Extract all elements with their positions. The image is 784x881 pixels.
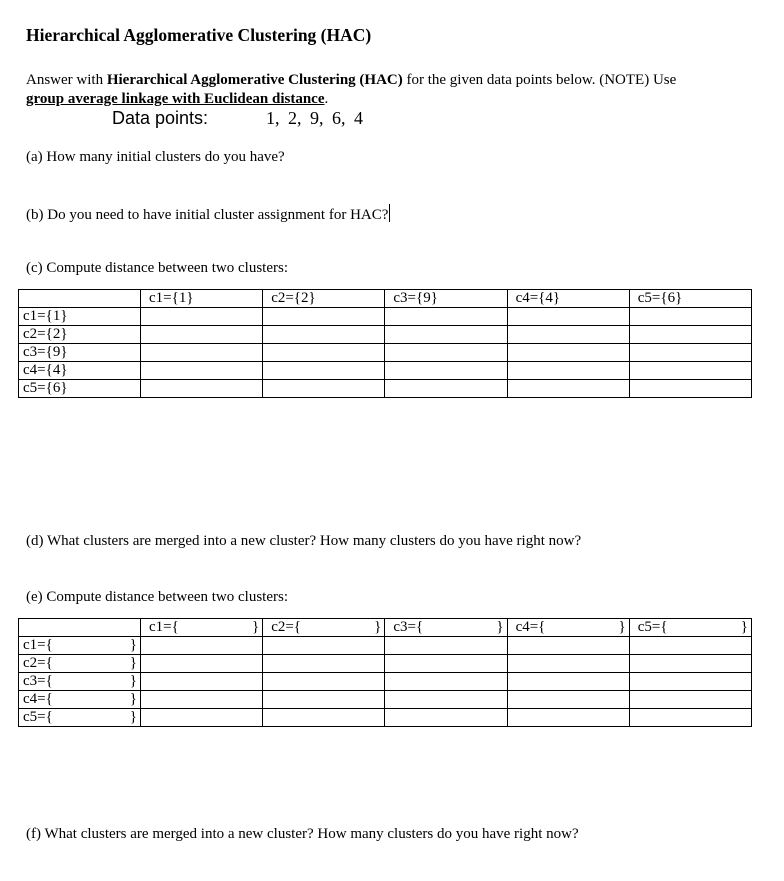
table-cell[interactable] — [141, 709, 263, 727]
column-header: c5={6} — [629, 290, 751, 308]
intro-suffix: . — [324, 91, 329, 107]
table-cell[interactable] — [629, 709, 751, 727]
column-header: c2={2} — [263, 290, 385, 308]
table-row — [19, 380, 752, 398]
question-a: (a) How many initial clusters do you have? — [26, 149, 285, 165]
close-brace: } — [129, 655, 137, 671]
table-cell[interactable] — [507, 326, 629, 344]
table-cell[interactable] — [263, 655, 385, 673]
table-cell[interactable] — [263, 709, 385, 727]
row-header-label: c2={ — [23, 655, 53, 671]
column-header — [263, 619, 385, 637]
table-cell[interactable] — [141, 655, 263, 673]
column-header — [385, 619, 507, 637]
close-brace: } — [129, 709, 137, 725]
intro-bold-term: Hierarchical Agglomerative Clustering (HAC) — [106, 72, 403, 88]
data-points-label: Data points: — [112, 108, 209, 128]
table-header-row — [19, 619, 752, 637]
table-cell[interactable] — [507, 344, 629, 362]
intro-prefix: Answer with — [26, 72, 107, 88]
table-cell[interactable] — [507, 380, 629, 398]
table-cell[interactable] — [263, 362, 385, 380]
column-header-label: c3={ — [393, 619, 424, 635]
table-cell[interactable] — [629, 673, 751, 691]
instructions — [26, 71, 676, 109]
table-cell[interactable] — [263, 308, 385, 326]
table-row — [19, 655, 752, 673]
table-cell[interactable] — [385, 691, 507, 709]
table-cell[interactable] — [141, 362, 263, 380]
data-points-values: 1, 2, 9, 6, 4 — [266, 108, 363, 128]
close-brace: } — [129, 673, 137, 689]
distance-table-1 — [18, 289, 752, 398]
table-cell[interactable] — [629, 380, 751, 398]
row-header: c5={6} — [19, 380, 141, 398]
column-header: c3={9} — [385, 290, 507, 308]
table-cell[interactable] — [141, 380, 263, 398]
table-cell[interactable] — [263, 673, 385, 691]
row-header — [19, 637, 141, 655]
table-cell[interactable] — [507, 362, 629, 380]
table-cell[interactable] — [141, 308, 263, 326]
row-header: c1={1} — [19, 308, 141, 326]
question-b: (b) Do you need to have initial cluster assignment for HAC? — [26, 207, 389, 223]
intro-linkage-note: group average linkage with Euclidean distance — [26, 91, 325, 107]
table-row — [19, 362, 752, 380]
table-cell[interactable] — [263, 344, 385, 362]
table-cell[interactable] — [263, 380, 385, 398]
question-e: (e) Compute distance between two clusters: — [26, 589, 289, 605]
close-brace: } — [374, 619, 382, 635]
close-brace: } — [740, 619, 748, 635]
column-header-label: c5={ — [637, 619, 668, 635]
text-cursor — [389, 204, 390, 222]
close-brace: } — [251, 619, 260, 635]
table-row — [19, 344, 752, 362]
row-header — [19, 709, 141, 727]
table-row — [19, 673, 752, 691]
table-cell[interactable] — [629, 308, 751, 326]
row-header-label: c1={ — [23, 637, 53, 653]
table-cell[interactable] — [507, 308, 629, 326]
table-cell[interactable] — [385, 637, 507, 655]
table-cell[interactable] — [629, 344, 751, 362]
table-corner-cell — [19, 290, 141, 308]
table-cell[interactable] — [385, 709, 507, 727]
table-header-row — [19, 290, 752, 308]
table-cell[interactable] — [141, 673, 263, 691]
row-header-label: c5={ — [23, 709, 53, 725]
distance-table-2 — [18, 618, 752, 727]
table-cell[interactable] — [263, 691, 385, 709]
table-cell[interactable] — [385, 344, 507, 362]
row-header: c4={4} — [19, 362, 141, 380]
column-header: c1={1} — [141, 290, 263, 308]
page-title: Hierarchical Agglomerative Clustering (HAC) — [26, 25, 372, 45]
close-brace: } — [496, 619, 504, 635]
table-cell[interactable] — [385, 655, 507, 673]
close-brace: } — [618, 619, 626, 635]
table-cell[interactable] — [629, 326, 751, 344]
table-cell[interactable] — [629, 362, 751, 380]
table-row — [19, 326, 752, 344]
row-header: c3={9} — [19, 344, 141, 362]
close-brace: } — [129, 691, 137, 707]
table-cell[interactable] — [385, 326, 507, 344]
close-brace: } — [129, 637, 137, 653]
column-header-label: c1={ — [149, 619, 179, 635]
column-header-label: c2={ — [271, 619, 302, 635]
table-row — [19, 691, 752, 709]
table-cell[interactable] — [385, 673, 507, 691]
table-cell[interactable] — [507, 655, 629, 673]
table-row — [19, 308, 752, 326]
column-header — [141, 619, 263, 637]
row-header — [19, 673, 141, 691]
table-cell[interactable] — [507, 673, 629, 691]
table-cell[interactable] — [507, 691, 629, 709]
table-cell[interactable] — [507, 637, 629, 655]
column-header — [629, 619, 751, 637]
table-cell[interactable] — [141, 691, 263, 709]
question-f: (f) What clusters are merged into a new cluster? How many clusters do you have right now? — [26, 826, 579, 842]
table-cell[interactable] — [141, 637, 263, 655]
table-cell[interactable] — [507, 709, 629, 727]
table-cell[interactable] — [385, 308, 507, 326]
table-cell[interactable] — [629, 655, 751, 673]
table-cell[interactable] — [385, 380, 507, 398]
question-c: (c) Compute distance between two clusters: — [26, 260, 289, 276]
row-header-label: c3={ — [23, 673, 53, 689]
table-cell[interactable] — [629, 637, 751, 655]
question-b-wrap — [26, 204, 390, 224]
table-cell[interactable] — [629, 691, 751, 709]
table-cell[interactable] — [141, 326, 263, 344]
question-d: (d) What clusters are merged into a new cluster? How many clusters do you have right now? — [26, 533, 582, 549]
table-corner-cell — [19, 619, 141, 637]
table-cell[interactable] — [263, 637, 385, 655]
row-header: c2={2} — [19, 326, 141, 344]
row-header — [19, 655, 141, 673]
intro-middle: for the given data points below. (NOTE) Use — [402, 72, 677, 88]
column-header: c4={4} — [507, 290, 629, 308]
table-cell[interactable] — [141, 344, 263, 362]
table-row — [19, 709, 752, 727]
table-cell[interactable] — [263, 326, 385, 344]
row-header-label: c4={ — [23, 691, 53, 707]
column-header-label: c4={ — [515, 619, 546, 635]
row-header — [19, 691, 141, 709]
table-cell[interactable] — [385, 362, 507, 380]
column-header — [507, 619, 629, 637]
table-row — [19, 637, 752, 655]
